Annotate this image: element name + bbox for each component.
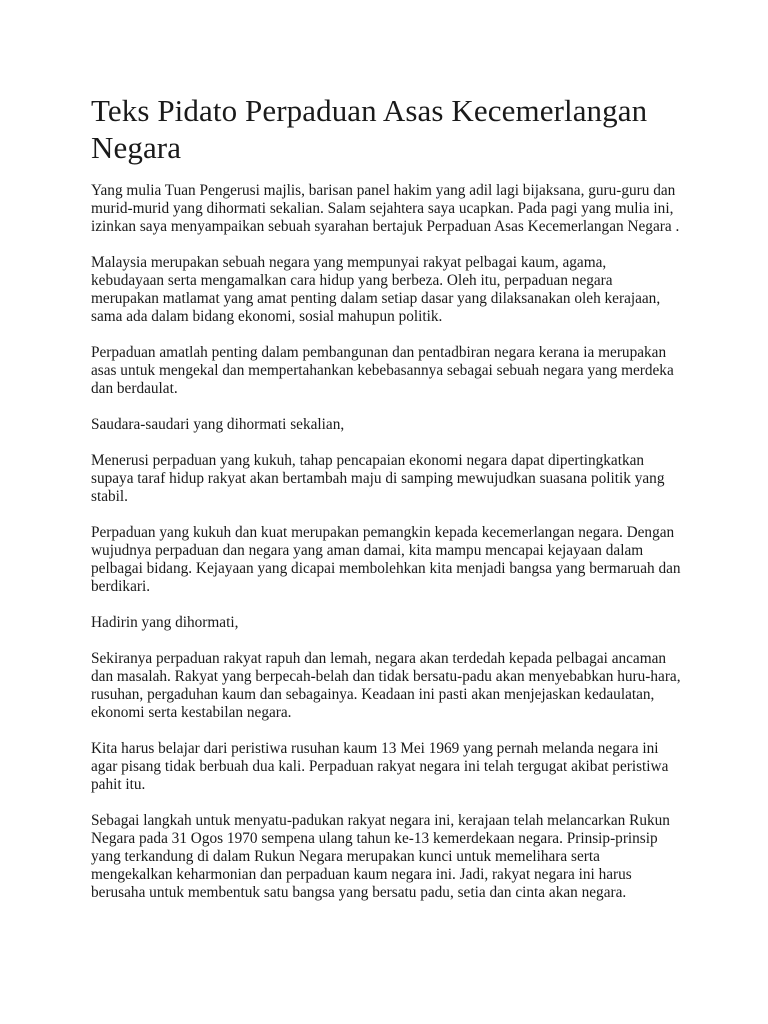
paragraph-3: Perpaduan amatlah penting dalam pembangunan dan pentadbiran negara kerana ia merupakan asas untuk mengekal dan mempertahankan kebebasannya sebagai sebuah negara yang merdeka dan berdaulat. [91, 344, 674, 397]
document-body [91, 182, 681, 902]
paragraph-2: Malaysia merupakan sebuah negara yang mempunyai rakyat pelbagai kaum, agama, kebudayaan serta mengamalkan cara hidup yang berbeza. Oleh itu, perpaduan negara merupakan matlamat yang amat penting dalam setiap dasar yang dilaksanakan oleh kerajaan, sama ada dalam bidang ekonomi, sosial mahupun politik. [91, 254, 661, 325]
paragraph-8: Sekiranya perpaduan rakyat rapuh dan lemah, negara akan terdedah kepada pelbagai ancaman dan masalah. Rakyat yang berpecah-belah dan tidak bersatu-padu akan menyebabkan huru-hara, rusuhan, pergaduhan kaum dan sebagainya. Keadaan ini pasti akan menjejaskan kedaulatan, ekonomi serta kestabilan negara. [91, 650, 681, 721]
paragraph-1: Yang mulia Tuan Pengerusi majlis, barisan panel hakim yang adil lagi bijaksana, guru-guru dan murid-murid yang dihormati sekalian. Salam sejahtera saya ucapkan. Pada pagi yang mulia ini, izinkan saya menyampaikan sebuah syarahan bertajuk Perpaduan Asas Kecemerlangan Negara . [91, 182, 680, 235]
paragraph-6: Perpaduan yang kukuh dan kuat merupakan pemangkin kepada kecemerlangan negara. Dengan wujudnya perpaduan dan negara yang aman damai, kita mampu mencapai kejayaan dalam pelbagai bidang. Kejayaan yang dicapai membolehkan kita menjadi bangsa yang bermaruah dan berdikari. [91, 524, 681, 595]
document-title: Teks Pidato Perpaduan Asas Kecemerlangan Negara [91, 93, 648, 165]
paragraph-7: Hadirin yang dihormati, [91, 614, 239, 631]
paragraph-4: Saudara-saudari yang dihormati sekalian, [91, 416, 345, 433]
paragraph-5: Menerusi perpaduan yang kukuh, tahap pencapaian ekonomi negara dapat dipertingkatkan supaya taraf hidup rakyat akan bertambah maju di samping mewujudkan suasana politik yang stabil. [91, 452, 665, 505]
document-page [91, 92, 681, 920]
paragraph-9: Kita harus belajar dari peristiwa rusuhan kaum 13 Mei 1969 yang pernah melanda negara ini agar pisang tidak berbuah dua kali. Perpaduan rakyat negara ini telah tergugat akibat peristiwa pahit itu. [91, 740, 669, 793]
paragraph-10: Sebagai langkah untuk menyatu-padukan rakyat negara ini, kerajaan telah melancarkan Rukun Negara pada 31 Ogos 1970 sempena ulang tahun ke-13 kemerdekaan negara. Prinsip-prinsip yang terkandung di dalam Rukun Negara merupakan kunci untuk memelihara serta mengekalkan keharmonian dan perpaduan kaum negara ini. Jadi, rakyat negara ini harus berusaha untuk membentuk satu bangsa yang bersatu padu, setia dan cinta akan negara. [91, 812, 670, 901]
